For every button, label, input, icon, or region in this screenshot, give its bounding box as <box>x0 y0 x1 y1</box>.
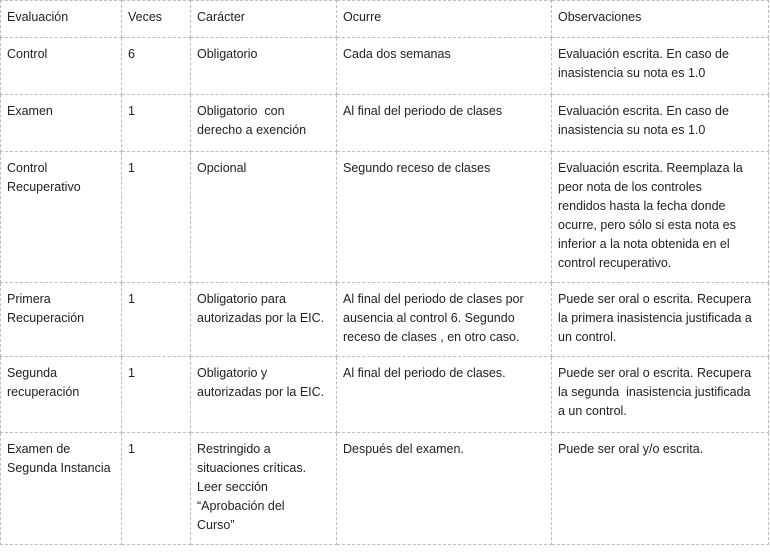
cell-caracter: Restringido a situaciones críticas. Leer sección “Aprobación del Curso” <box>191 433 337 545</box>
cell-evaluacion: Primera Recuperación <box>1 283 122 357</box>
cell-observaciones: Puede ser oral o escrita. Recupera la primera inasistencia justificada a un control. <box>552 283 769 357</box>
cell-observaciones: Evaluación escrita. En caso de inasistencia su nota es 1.0 <box>552 38 769 95</box>
cell-caracter: Obligatorio <box>191 38 337 95</box>
cell-ocurre: Segundo receso de clases <box>337 152 552 283</box>
cell-ocurre: Al final del periodo de clases <box>337 95 552 152</box>
cell-observaciones: Evaluación escrita. En caso de inasistencia su nota es 1.0 <box>552 95 769 152</box>
cell-ocurre: Al final del periodo de clases. <box>337 357 552 433</box>
cell-ocurre: Cada dos semanas <box>337 38 552 95</box>
table-row <box>1 433 769 545</box>
cell-ocurre: Al final del periodo de clases por ausencia al control 6. Segundo receso de clases , en otro caso. <box>337 283 552 357</box>
cell-veces: 6 <box>122 38 191 95</box>
cell-caracter: Obligatorio y autorizadas por la EIC. <box>191 357 337 433</box>
cell-caracter: Obligatorio para autorizadas por la EIC. <box>191 283 337 357</box>
cell-veces: 1 <box>122 357 191 433</box>
cell-caracter: Obligatorio con derecho a exención <box>191 95 337 152</box>
header-cell-evaluacion: Evaluación <box>1 1 122 38</box>
table-row <box>1 283 769 357</box>
cell-veces: 1 <box>122 152 191 283</box>
cell-evaluacion: Examen de Segunda Instancia <box>1 433 122 545</box>
cell-observaciones: Evaluación escrita. Reemplaza la peor nota de los controles rendidos hasta la fecha donde ocurre, pero sólo si esta nota es inferior a la nota obtenida en el control recuperativo. <box>552 152 769 283</box>
cell-observaciones: Puede ser oral o escrita. Recupera la segunda inasistencia justificada a un control. <box>552 357 769 433</box>
header-cell-veces: Veces <box>122 1 191 38</box>
cell-ocurre: Después del examen. <box>337 433 552 545</box>
header-cell-caracter: Carácter <box>191 1 337 38</box>
cell-veces: 1 <box>122 433 191 545</box>
cell-evaluacion: Examen <box>1 95 122 152</box>
table-row <box>1 95 769 152</box>
cell-caracter: Opcional <box>191 152 337 283</box>
header-cell-observaciones: Observaciones <box>552 1 769 38</box>
table-row <box>1 38 769 95</box>
cell-veces: 1 <box>122 95 191 152</box>
table-row <box>1 152 769 283</box>
header-cell-ocurre: Ocurre <box>337 1 552 38</box>
table-row <box>1 357 769 433</box>
cell-veces: 1 <box>122 283 191 357</box>
cell-observaciones: Puede ser oral y/o escrita. <box>552 433 769 545</box>
cell-evaluacion: Control Recuperativo <box>1 152 122 283</box>
table-header-row <box>1 1 769 38</box>
cell-evaluacion: Segunda recuperación <box>1 357 122 433</box>
cell-evaluacion: Control <box>1 38 122 95</box>
